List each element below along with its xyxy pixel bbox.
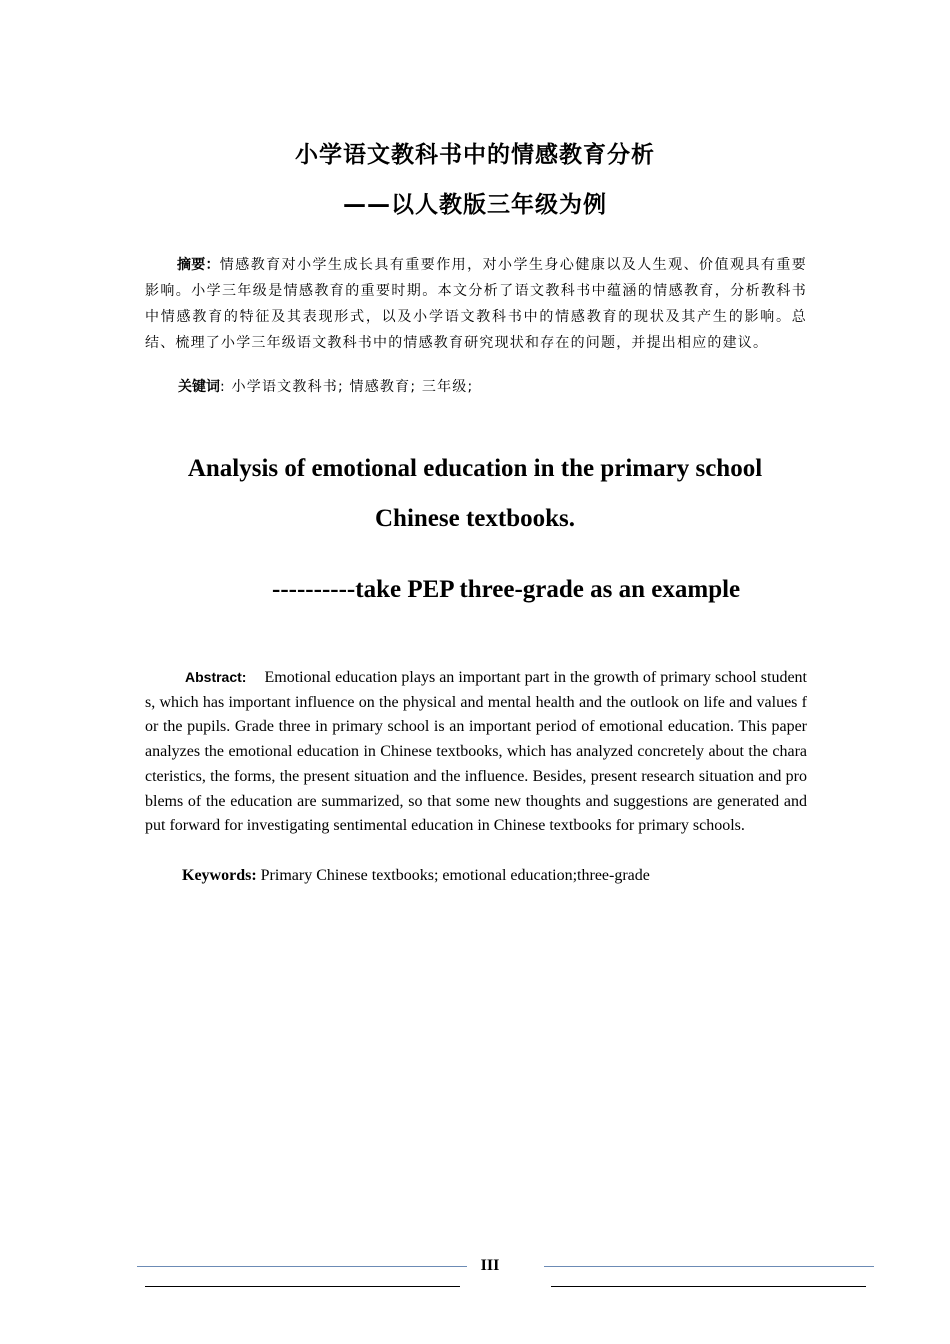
chinese-abstract-text: 情感教育对小学生成长具有重要作用，对小学生身心健康以及人生观、价值观具有重要影响。小学三年级是情感教育的重要时期。本文分析了语文教科书中蕴涵的情感教育，分析教科书中情感教育的特征及其表现形式，以及小学语文教科书中的情感教育的现状及其产生的影响。总结、梳理了小学三年级语文教科书中的情感教育研究现状和存在的问题，并提出相应的建议。 <box>145 257 807 351</box>
english-abstract-label: Abstract: <box>185 669 247 685</box>
footer-rule-left-bottom <box>145 1286 460 1287</box>
chinese-keywords-label: 关键词 <box>178 379 220 395</box>
chinese-keywords-text: : 小学语文教科书; 情感教育; 三年级; <box>220 379 474 395</box>
english-keywords-label: Keywords: <box>182 867 257 884</box>
page-number: III <box>480 1257 500 1274</box>
chinese-abstract-label: 摘要： <box>177 257 220 273</box>
chinese-abstract <box>145 252 807 356</box>
footer-rule-right-top <box>544 1266 874 1267</box>
english-title-line1: Analysis of emotional education in the primary school <box>187 455 763 482</box>
english-keywords-text: Primary Chinese textbooks; emotional education;three-grade <box>256 867 650 884</box>
english-subtitle: ----------take PEP three-grade as an example <box>272 576 741 603</box>
chinese-title: 小学语文教科书中的情感教育分析 <box>295 142 655 168</box>
english-abstract-text: Emotional education plays an important part in the growth of primary school students, which has important influence on the physical and mental health and the outlook on life and values for the pupils. Grade three in primary school is an important period of emotional education. This paper analyzes the emotional education in Chinese textbooks, which has analyzed concretely about the characteristics, the forms, the present situation and the influence. Besides, present research situation and problems of the education are summarized, so that some new thoughts and suggestions are generated and put forward for investigating sentimental education in Chinese textbooks for primary schools. <box>145 669 807 835</box>
footer-rule-left-top <box>137 1266 467 1267</box>
footer-rule-right-bottom <box>551 1286 866 1287</box>
english-abstract <box>145 665 807 839</box>
english-title-line2: Chinese textbooks. <box>374 505 575 532</box>
english-keywords <box>182 864 650 888</box>
chinese-subtitle: ——以人教版三年级为例 <box>343 192 607 218</box>
chinese-keywords <box>178 376 473 398</box>
